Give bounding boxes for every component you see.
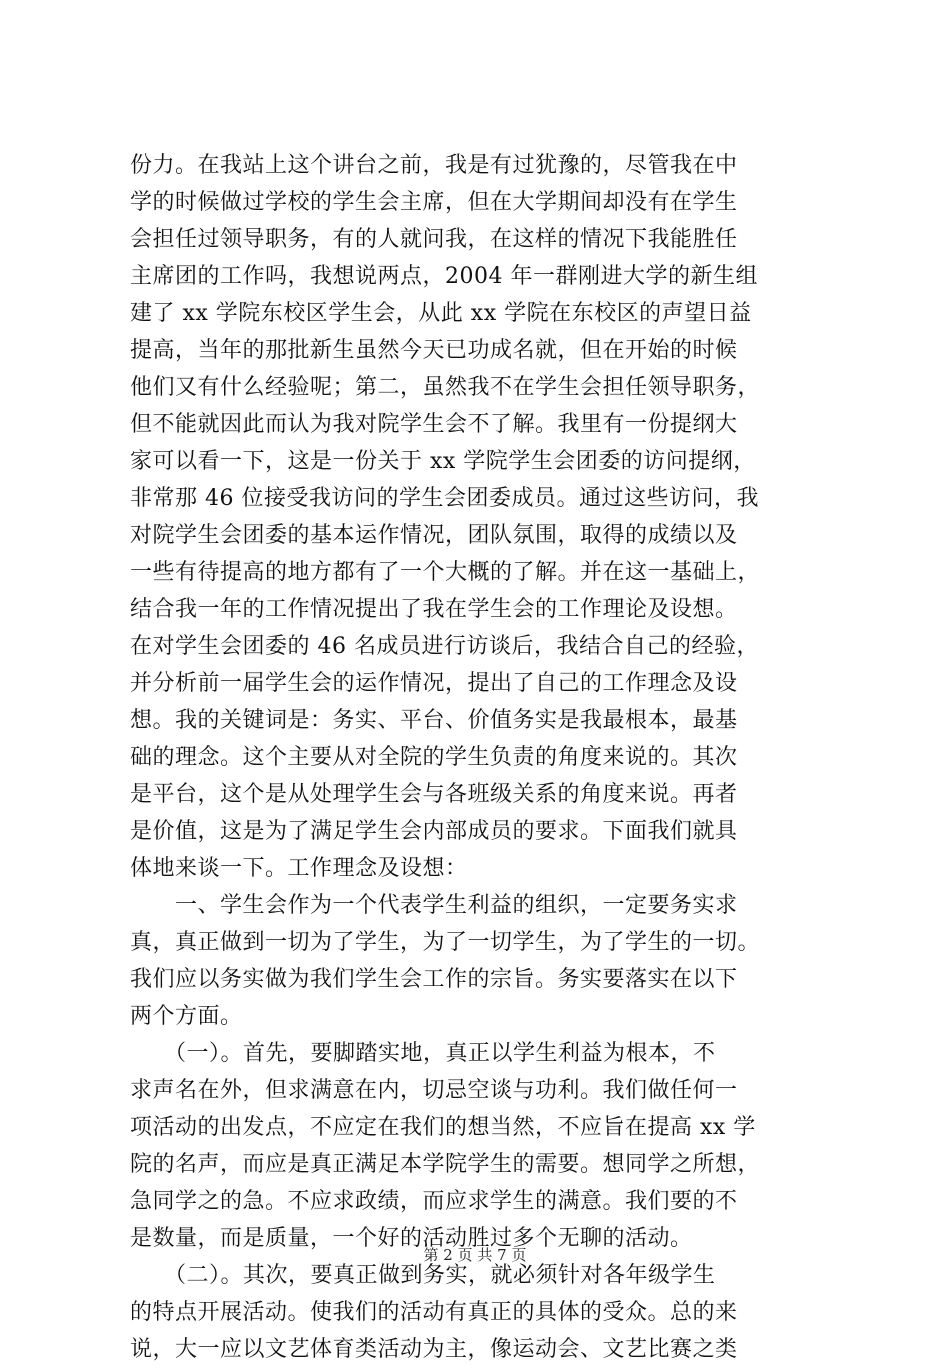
text-line: 会担任过领导职务，有的人就问我，在这样的情况下我能胜任 [130, 227, 738, 252]
text-line: 的特点开展活动。使我们的活动有真正的具体的受众。总的来 [130, 1300, 738, 1325]
text-line: （二）。其次，要真正做到务实，就必须针对各年级学生 [130, 1263, 716, 1288]
text-line: 一些有待提高的地方都有了一个大概的了解。并在这一基础上， [130, 560, 761, 585]
text-line: 础的理念。这个主要从对全院的学生负责的角度来说的。其次 [130, 745, 738, 770]
text-line: 他们又有什么经验呢；第二，虽然我不在学生会担任领导职务， [130, 375, 761, 400]
text-line: 并分析前一届学生会的运作情况，提出了自己的工作理念及设 [130, 671, 738, 696]
text-line: 学的时候做过学校的学生会主席，但在大学期间却没有在学生 [130, 190, 738, 215]
text-line: 求声名在外，但求满意在内，切忌空谈与功利。我们做任何一 [130, 1078, 738, 1103]
text-line: 真，真正做到一切为了学生，为了一切学生，为了学生的一切。 [130, 930, 761, 955]
body-text [130, 147, 830, 1368]
text-line: 我们应以务实做为我们学生会工作的宗旨。务实要落实在以下 [130, 967, 738, 992]
text-line: 份力。在我站上这个讲台之前，我是有过犹豫的，尽管我在中 [130, 153, 738, 178]
text-line: 对院学生会团委的基本运作情况，团队氛围，取得的成绩以及 [130, 523, 738, 548]
text-line: 体地来谈一下。工作理念及设想： [130, 856, 468, 881]
text-line: 想。我的关键词是：务实、平台、价值务实是我最根本，最基 [130, 708, 738, 733]
text-line: 建了 xx 学院东校区学生会，从此 xx 学院在东校区的声望日益 [130, 301, 752, 326]
text-line: 家可以看一下，这是一份关于 xx 学院学生会团委的访问提纲， [130, 449, 756, 474]
text-line: 非常那 46 位接受我访问的学生会团委成员。通过这些访问，我 [130, 486, 759, 511]
text-line: 项活动的出发点，不应定在我们的想当然，不应旨在提高 xx 学 [130, 1115, 756, 1140]
text-line: 急同学之的急。不应求政绩，而应求学生的满意。我们要的不 [130, 1189, 738, 1214]
page-footer: 第 2 页 共 7 页 [423, 1246, 527, 1264]
text-line: 主席团的工作吗，我想说两点，2004 年一群刚进大学的新生组 [130, 264, 758, 289]
text-line: 两个方面。 [130, 1004, 243, 1029]
text-line: 是价值，这是为了满足学生会内部成员的要求。下面我们就具 [130, 819, 738, 844]
text-line: 但不能就因此而认为我对院学生会不了解。我里有一份提纲大 [130, 412, 738, 437]
text-line: 说，大一应以文艺体育类活动为主，像运动会、文艺比赛之类 [130, 1337, 738, 1362]
text-line: 院的名声，而应是真正满足本学院学生的需要。想同学之所想， [130, 1152, 761, 1177]
text-line: 一、学生会作为一个代表学生利益的组织，一定要务实求 [130, 893, 738, 918]
text-line: 结合我一年的工作情况提出了我在学生会的工作理论及设想。 [130, 597, 738, 622]
text-line: 是平台，这个是从处理学生会与各班级关系的角度来说。再者 [130, 782, 738, 807]
text-line: 在对学生会团委的 46 名成员进行访谈后，我结合自己的经验， [130, 634, 759, 659]
text-line: 提高，当年的那批新生虽然今天已功成名就，但在开始的时候 [130, 338, 738, 363]
text-line: 是数量，而是质量，一个好的活动胜过多个无聊的活动。 [130, 1226, 693, 1251]
text-line: （一）。首先，要脚踏实地，真正以学生利益为根本，不 [130, 1041, 716, 1066]
